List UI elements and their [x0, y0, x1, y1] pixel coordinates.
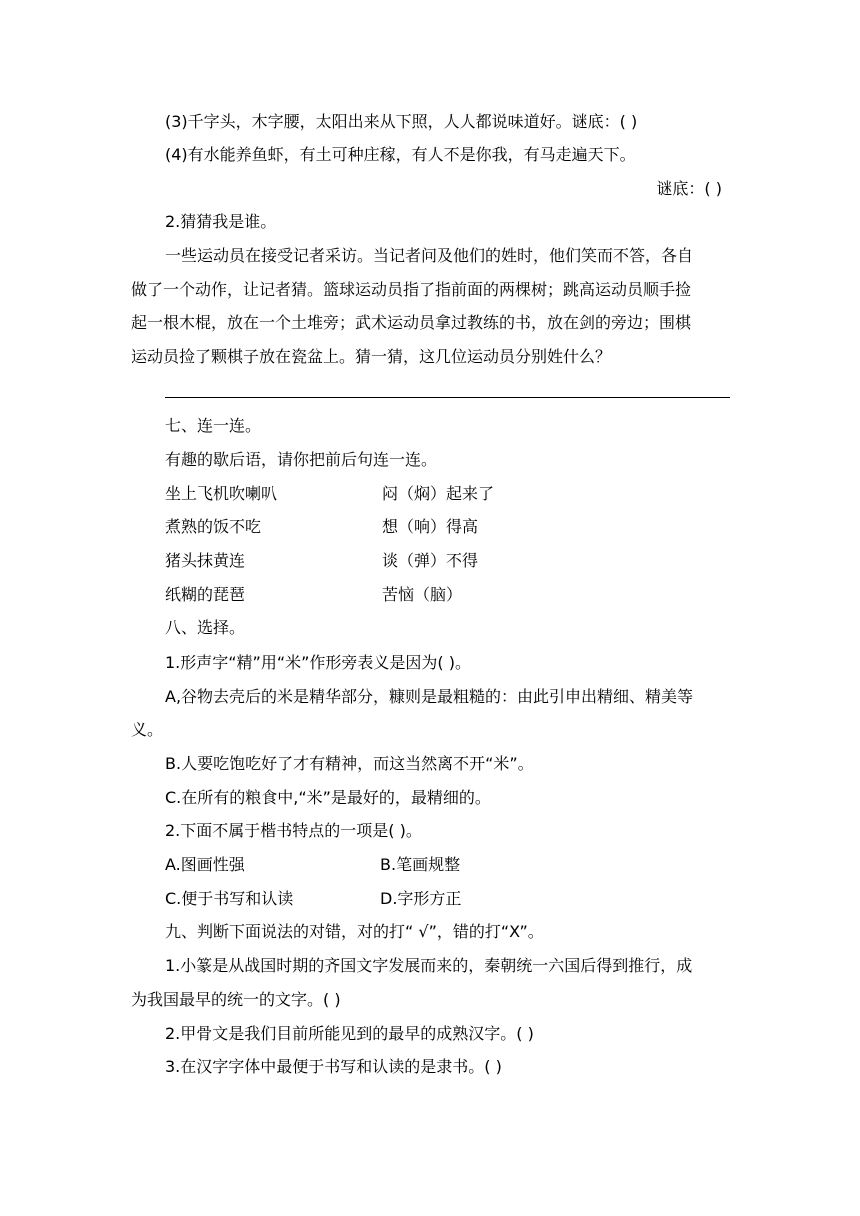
guess-title: 2.猜猜我是谁。	[165, 212, 277, 231]
match-left-2: 煮熟的饭不吃	[165, 517, 262, 536]
choice-q2-option-a: A.图画性强	[165, 855, 245, 874]
choice-q1-option-b: B.人要吃饱吃好了才有精神，而这当然离不开“米”。	[165, 754, 534, 773]
match-right-1: 闷（焖）起来了	[382, 484, 495, 503]
choice-q1-option-a: A,谷物去壳后的米是精华部分，糠则是最粗糙的：由此引申出精细、精美等	[165, 687, 694, 706]
choice-q1-option-a-cont: 义。	[131, 720, 164, 739]
judge-s3: 3.在汉字字体中最便于书写和认读的是隶书。( )	[165, 1057, 502, 1076]
choice-q2: 2.下面不属于楷书特点的一项是( )。	[165, 821, 422, 840]
match-left-3: 猪头抹黄连	[165, 551, 246, 570]
choice-q1: 1.形声字“精”用“米”作形旁表义是因为( )。	[165, 653, 471, 672]
riddle-4: (4)有水能养鱼虾，有土可种庄稼，有人不是你我，有马走遍天下。	[165, 145, 636, 164]
match-right-3: 谈（弹）不得	[382, 551, 479, 570]
riddle-3: (3)千字头，木字腰，太阳出来从下照，人人都说味道好。谜底：( )	[165, 112, 638, 131]
judge-s1: 1.小篆是从战国时期的齐国文字发展而来的，秦朝统一六国后得到推行，成	[165, 956, 693, 975]
match-left-1: 坐上飞机吹喇叭	[165, 484, 278, 503]
guess-line-1: 一些运动员在接受记者采访。当记者问及他们的姓时，他们笑而不答，各自	[165, 246, 694, 265]
guess-line-2: 做了一个动作，让记者猜。篮球运动员指了指前面的两棵树；跳高运动员顺手捡	[131, 280, 692, 299]
section-9-title: 九、判断下面说法的对错，对的打“ √”，错的打“X”。	[165, 922, 544, 941]
choice-q2-option-b: B.笔画规整	[380, 855, 461, 874]
match-right-4: 苦恼（脑）	[382, 585, 463, 604]
guess-line-3: 起一根木棍，放在一个土堆旁；武术运动员拿过教练的书，放在剑的旁边；围棋	[131, 313, 692, 332]
judge-s2: 2.甲骨文是我们目前所能见到的最早的成熟汉字。( )	[165, 1024, 534, 1043]
match-left-4: 纸糊的琵琶	[165, 585, 246, 604]
choice-q1-option-c: C.在所有的粮食中,“米”是最好的，最精细的。	[165, 788, 491, 807]
answer-line	[165, 397, 730, 398]
guess-line-4: 运动员捡了颗棋子放在瓷盆上。猜一猜，这几位运动员分别姓什么？	[131, 347, 612, 366]
section-7-intro: 有趣的歇后语，请你把前后句连一连。	[165, 450, 438, 469]
section-8-title: 八、选择。	[165, 618, 246, 637]
match-right-2: 想（响）得高	[382, 517, 479, 536]
section-7-title: 七、连一连。	[165, 416, 262, 435]
riddle-4-answer: 谜底：( )	[656, 179, 722, 198]
choice-q2-option-c: C.便于书写和认读	[165, 889, 294, 908]
choice-q2-option-d: D.字形方正	[380, 889, 462, 908]
judge-s1-cont: 为我国最早的统一的文字。( )	[131, 990, 341, 1009]
